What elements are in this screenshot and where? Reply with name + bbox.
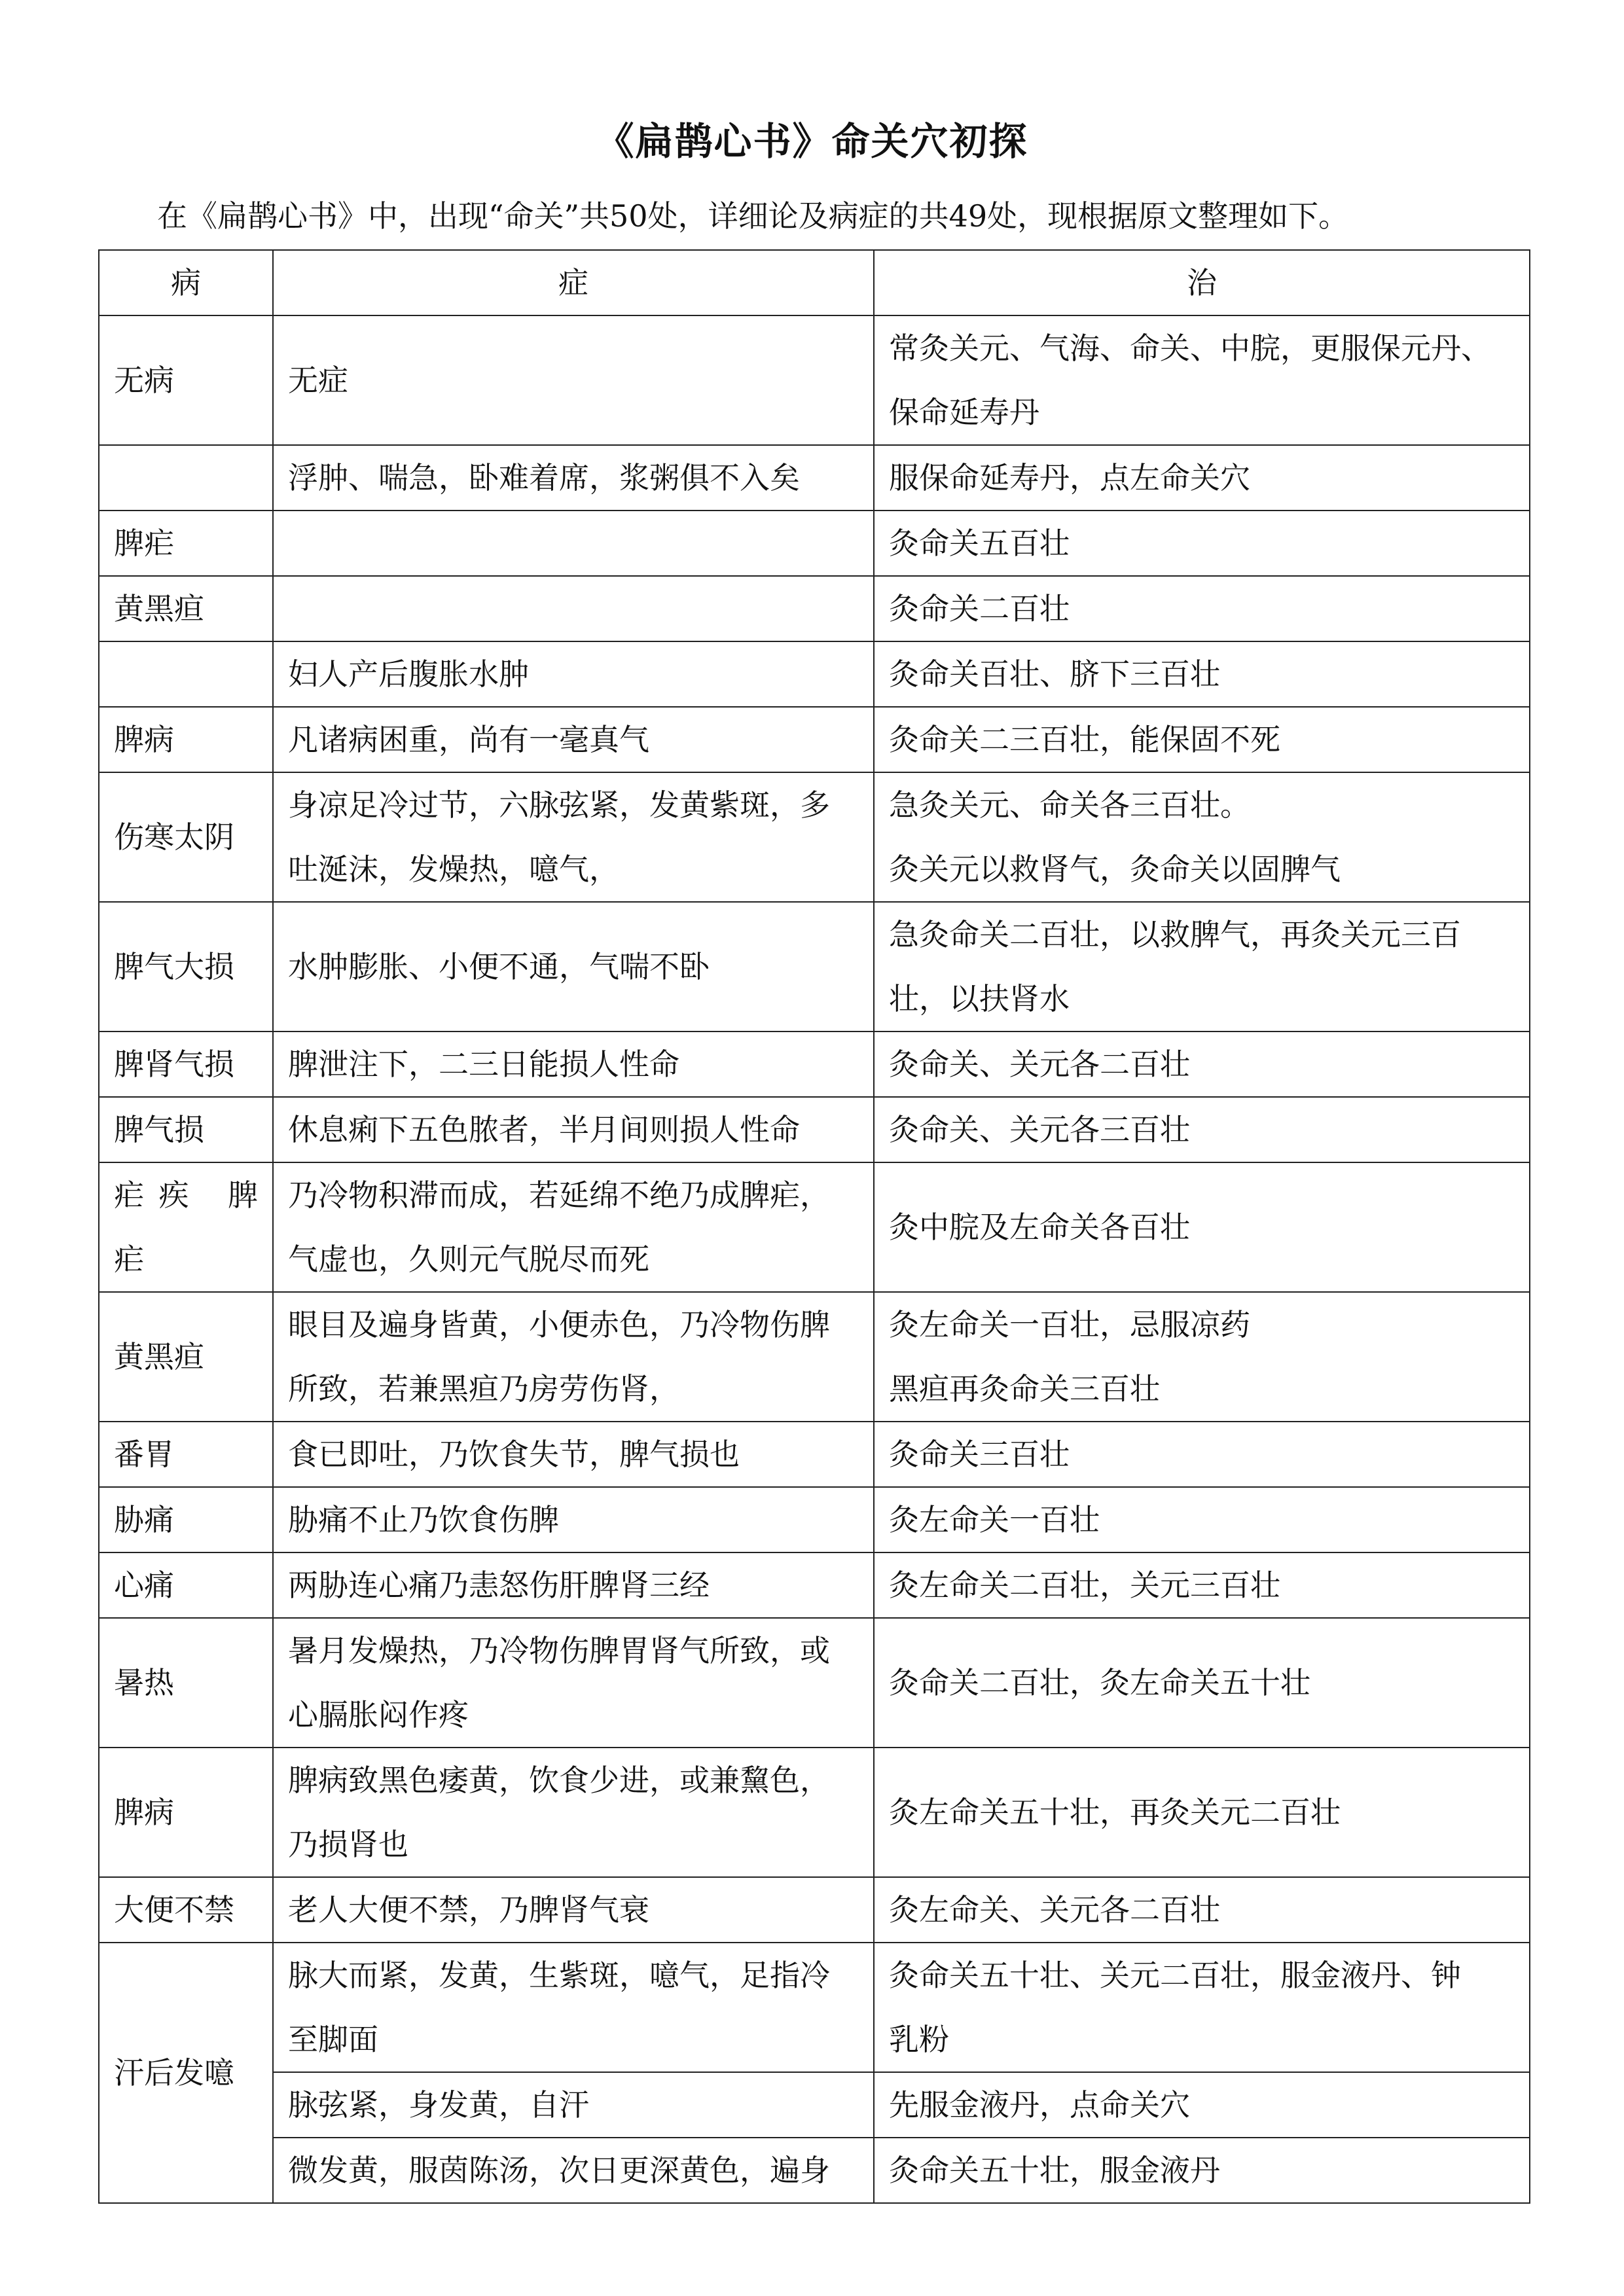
- cell-zhi-line: 灸左命关一百壮: [889, 1502, 1100, 1537]
- cell-zhi-line: 急灸关元、命关各三百壮。: [889, 787, 1250, 823]
- cell-zhi-line: 灸命关、关元各三百壮: [889, 1112, 1190, 1147]
- cell-zhi-line: 灸命关二百壮: [889, 591, 1070, 626]
- cell-zheng: [273, 1162, 874, 1292]
- cell-zheng: [273, 445, 874, 511]
- cell-zheng: [273, 315, 874, 445]
- table-row: [99, 2072, 1530, 2138]
- table-row: [99, 641, 1530, 707]
- cell-bing: 胁痛: [99, 1487, 273, 1552]
- cell-zhi-line: 灸命关五百壮: [889, 526, 1070, 561]
- cell-zhi: [874, 1031, 1530, 1097]
- table-row: [99, 1487, 1530, 1552]
- cell-zheng: [273, 772, 874, 902]
- cell-bing-line: 疟: [114, 1242, 144, 1277]
- cell-zhi: [874, 1422, 1530, 1487]
- cell-bing: 脾病: [99, 1748, 273, 1877]
- cell-zhi-line: 急灸命关二百壮，以救脾气，再灸关元三百: [889, 917, 1461, 952]
- cell-zhi: [874, 1292, 1530, 1422]
- cell-bing: 暑热: [99, 1618, 273, 1748]
- header-zhi: 治: [874, 250, 1530, 315]
- cell-zheng: [273, 511, 874, 576]
- cell-zhi: [874, 445, 1530, 511]
- cell-zhi-line: 灸命关二百壮，灸左命关五十壮: [889, 1665, 1310, 1700]
- cell-zheng-line: 妇人产后腹胀水肿: [288, 656, 529, 692]
- table-row: [99, 902, 1530, 1031]
- cell-zhi-line: 灸左命关二百壮，关元三百壮: [889, 1568, 1280, 1603]
- table-header-row: [99, 250, 1530, 315]
- cell-zhi-line: 灸左命关五十壮，再灸关元二百壮: [889, 1795, 1341, 1830]
- moxibustion-table: [98, 249, 1530, 2204]
- table-row: [99, 772, 1530, 902]
- table-row: [99, 445, 1530, 511]
- cell-bing: 脾气损: [99, 1097, 273, 1162]
- cell-zheng-line: 乃冷物积滞而成，若延绵不绝乃成脾疟，: [288, 1177, 830, 1213]
- cell-zheng-line: 脾病致黑色痿黄，饮食少进，或兼黧色，: [288, 1763, 830, 1798]
- cell-bing: [99, 1162, 273, 1292]
- cell-zheng: [273, 1031, 874, 1097]
- cell-zhi-line: 灸左命关一百壮，忌服凉药: [889, 1307, 1250, 1342]
- table-row: [99, 1422, 1530, 1487]
- cell-bing: [99, 641, 273, 707]
- cell-bing-line: 疟疾 脾: [114, 1177, 258, 1213]
- cell-zheng-line: 凡诸病困重，尚有一毫真气: [288, 722, 649, 757]
- cell-zhi-line: 灸命关百壮、脐下三百壮: [889, 656, 1220, 692]
- cell-zheng: [273, 576, 874, 641]
- cell-zhi-line: 灸关元以救肾气，灸命关以固脾气: [889, 852, 1341, 887]
- cell-zhi: [874, 576, 1530, 641]
- cell-zhi-line: 灸左命关、关元各二百壮: [889, 1892, 1220, 1928]
- cell-zhi: [874, 902, 1530, 1031]
- cell-zheng-line: 气虚也，久则元气脱尽而死: [288, 1242, 649, 1277]
- cell-zhi: [874, 2072, 1530, 2138]
- table-row: [99, 576, 1530, 641]
- cell-zhi: [874, 315, 1530, 445]
- cell-bing: 黄黑疸: [99, 576, 273, 641]
- cell-zhi-line: 灸命关、关元各二百壮: [889, 1047, 1190, 1082]
- cell-zhi: [874, 511, 1530, 576]
- cell-zheng: [273, 2072, 874, 2138]
- cell-bing: 黄黑疸: [99, 1292, 273, 1422]
- cell-zheng-line: 心膈胀闷作疼: [288, 1697, 469, 1732]
- table-row: [99, 1618, 1530, 1748]
- cell-zheng-line: 老人大便不禁，乃脾肾气衰: [288, 1892, 649, 1928]
- cell-zheng: [273, 1618, 874, 1748]
- cell-zheng: [273, 1943, 874, 2072]
- cell-zhi-line: 灸中脘及左命关各百壮: [889, 1210, 1190, 1245]
- cell-bing: 伤寒太阴: [99, 772, 273, 902]
- table-row: [99, 707, 1530, 772]
- cell-zheng-line: 无症: [288, 363, 348, 398]
- cell-bing: 大便不禁: [99, 1877, 273, 1943]
- cell-zhi: [874, 1748, 1530, 1877]
- cell-zhi-line: 先服金液丹，点命关穴: [889, 2087, 1190, 2123]
- cell-zheng: [273, 902, 874, 1031]
- cell-zheng: [273, 1552, 874, 1618]
- cell-zheng-line: 胁痛不止乃饮食伤脾: [288, 1502, 559, 1537]
- cell-zheng-line: 身凉足冷过节，六脉弦紧，发黄紫斑，多: [288, 787, 830, 823]
- table-row: [99, 2138, 1530, 2203]
- cell-zhi: [874, 2138, 1530, 2203]
- cell-zhi-line: 灸命关三百壮: [889, 1437, 1070, 1472]
- cell-bing: 无病: [99, 315, 273, 445]
- cell-zheng-line: 浮肿、喘急，卧难着席，浆粥俱不入矣: [288, 460, 800, 495]
- cell-zhi-line: 常灸关元、气海、命关、中脘，更服保元丹、: [889, 331, 1491, 366]
- cell-zheng-line: 所致，若兼黑疸乃房劳伤肾，: [288, 1371, 679, 1407]
- cell-zhi: [874, 772, 1530, 902]
- cell-zheng: [273, 1487, 874, 1552]
- table-row: [99, 315, 1530, 445]
- cell-zhi-line: 保命延寿丹: [889, 395, 1039, 430]
- cell-zhi-line: 乳粉: [889, 2022, 949, 2057]
- cell-zheng: [273, 1422, 874, 1487]
- cell-zhi: [874, 1943, 1530, 2072]
- cell-bing: [99, 445, 273, 511]
- cell-zheng-line: 水肿膨胀、小便不通，气喘不卧: [288, 949, 710, 984]
- cell-zheng-line: 乃损肾也: [288, 1827, 408, 1862]
- cell-bing: 番胃: [99, 1422, 273, 1487]
- table-row: [99, 1162, 1530, 1292]
- table-row: [99, 1031, 1530, 1097]
- cell-zheng: [273, 2138, 874, 2203]
- cell-zhi-line: 壮，以扶肾水: [889, 981, 1070, 1016]
- cell-zhi-line: 灸命关五十壮、关元二百壮，服金液丹、钟: [889, 1958, 1461, 1993]
- cell-zhi-line: 黑疸再灸命关三百壮: [889, 1371, 1160, 1407]
- cell-zheng-line: 眼目及遍身皆黄，小便赤色，乃冷物伤脾: [288, 1307, 830, 1342]
- table-row: [99, 1877, 1530, 1943]
- cell-zhi-line: 服保命延寿丹，点左命关穴: [889, 460, 1250, 495]
- cell-zheng-line: 至脚面: [288, 2022, 378, 2057]
- cell-bing: 汗后发噫: [99, 1943, 273, 2203]
- cell-zheng-line: 吐涎沫，发燥热，噫气，: [288, 852, 619, 887]
- header-zheng: 症: [273, 250, 874, 315]
- cell-zheng: [273, 1748, 874, 1877]
- cell-zheng-line: 食已即吐，乃饮食失节，脾气损也: [288, 1437, 740, 1472]
- cell-zhi: [874, 641, 1530, 707]
- table-row: [99, 1097, 1530, 1162]
- cell-zhi: [874, 1877, 1530, 1943]
- cell-zheng: [273, 641, 874, 707]
- cell-zheng: [273, 707, 874, 772]
- cell-bing: 脾疟: [99, 511, 273, 576]
- document-title: 《扁鹊心书》命关穴初探: [596, 119, 1028, 164]
- cell-zhi: [874, 1487, 1530, 1552]
- cell-zheng-line: 两胁连心痛乃恚怒伤肝脾肾三经: [288, 1568, 710, 1603]
- cell-zheng: [273, 1877, 874, 1943]
- cell-zheng-line: 休息痢下五色脓者，半月间则损人性命: [288, 1112, 800, 1147]
- cell-zheng-line: 暑月发燥热，乃冷物伤脾胃肾气所致，或: [288, 1633, 830, 1668]
- cell-zhi-line: 灸命关五十壮，服金液丹: [889, 2153, 1220, 2188]
- cell-zheng-line: 脉弦紧，身发黄，自汗: [288, 2087, 589, 2123]
- table-row: [99, 1292, 1530, 1422]
- cell-zhi-line: 灸命关二三百壮，能保固不死: [889, 722, 1280, 757]
- cell-bing: 脾气大损: [99, 902, 273, 1031]
- header-bing: 病: [99, 250, 273, 315]
- cell-zhi: [874, 1552, 1530, 1618]
- cell-bing: 脾肾气损: [99, 1031, 273, 1097]
- cell-zhi: [874, 707, 1530, 772]
- cell-zheng-line: 脉大而紧，发黄，生紫斑，噫气，足指冷: [288, 1958, 830, 1993]
- table-row: [99, 1943, 1530, 2072]
- cell-zheng-line: 微发黄，服茵陈汤，次日更深黄色，遍身: [288, 2153, 830, 2188]
- cell-bing: 心痛: [99, 1552, 273, 1618]
- table-row: [99, 1748, 1530, 1877]
- table-row: [99, 511, 1530, 576]
- cell-zheng: [273, 1097, 874, 1162]
- table-row: [99, 1552, 1530, 1618]
- cell-zhi: [874, 1618, 1530, 1748]
- cell-zhi: [874, 1097, 1530, 1162]
- cell-zhi: [874, 1162, 1530, 1292]
- cell-zheng: [273, 1292, 874, 1422]
- cell-bing: 脾病: [99, 707, 273, 772]
- intro-paragraph: 在《扁鹊心书》中，出现“命关”共50处，详细论及病症的共49处，现根据原文整理如下。: [157, 198, 1349, 234]
- cell-zheng-line: 脾泄注下，二三日能损人性命: [288, 1047, 679, 1082]
